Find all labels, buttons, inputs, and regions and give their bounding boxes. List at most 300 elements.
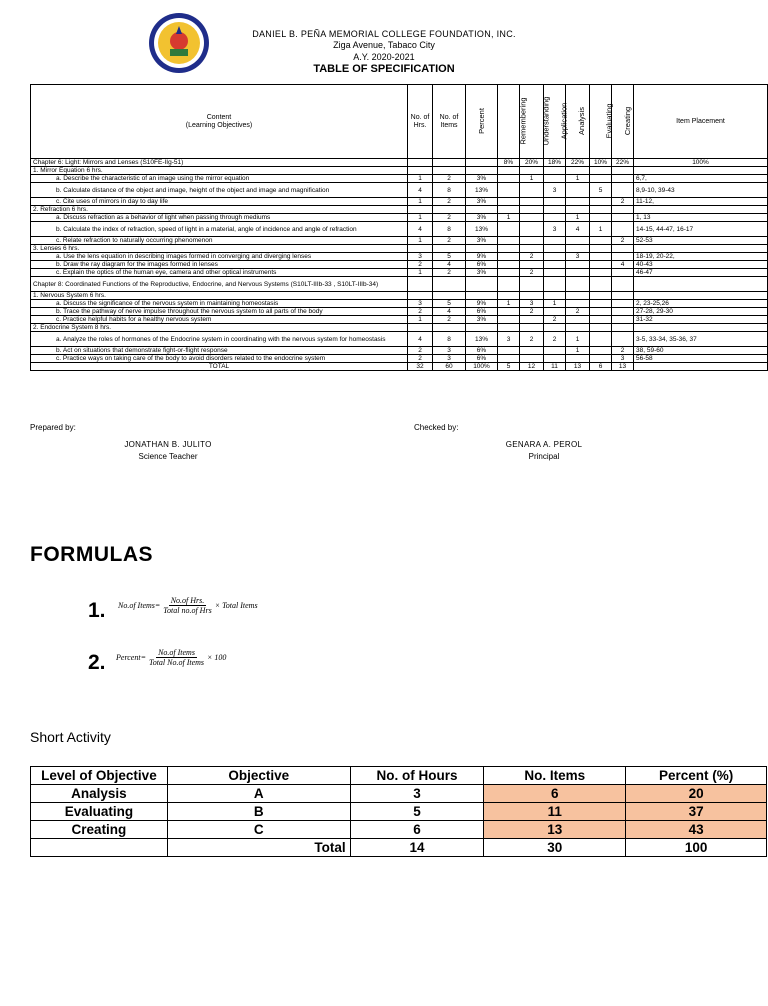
analysis-cell: [566, 324, 590, 332]
analysis-cell: [566, 355, 590, 363]
objective-cell: A: [167, 785, 350, 803]
content-cell: a. Discuss the significance of the nervous system in maintaining homeostasis: [31, 300, 408, 308]
remembering-cell: [498, 183, 520, 198]
application-cell: [544, 167, 566, 175]
table-row: [31, 821, 767, 839]
remembering-cell: [498, 261, 520, 269]
objective-row: [31, 316, 768, 324]
items-cell: 13: [484, 821, 626, 839]
analysis-cell: 22%: [566, 159, 590, 167]
understanding-cell: [520, 222, 544, 237]
percent-cell: 3%: [466, 214, 498, 222]
objective-row: [31, 253, 768, 261]
percent-cell: 6%: [466, 347, 498, 355]
preparer-name: JONATHAN B. JULITO: [124, 440, 212, 449]
objective-row: [31, 175, 768, 183]
school-address: Ziga Avenue, Tabaco City: [333, 40, 435, 50]
application-cell: 1: [544, 300, 566, 308]
items-cell: 2: [433, 214, 466, 222]
items-cell: [433, 159, 466, 167]
total-hours: 14: [350, 839, 484, 857]
short-activity-label: Short Activity: [30, 729, 111, 745]
understanding-cell: [520, 347, 544, 355]
percent-cell: [466, 277, 498, 292]
understanding-cell: [520, 324, 544, 332]
understanding-cell: 20%: [520, 159, 544, 167]
hours-cell: 2: [408, 347, 433, 355]
formula-1-tail: × Total Items: [214, 601, 258, 610]
hours-cell: 3: [350, 785, 484, 803]
formula-2-denominator: Total No.of Items: [148, 658, 205, 667]
remembering-cell: [498, 292, 520, 300]
hours-cell: 1: [408, 316, 433, 324]
analysis-cell: 3: [566, 253, 590, 261]
analysis-cell: 1: [566, 332, 590, 347]
understanding-cell: [520, 316, 544, 324]
analysis-cell: [566, 316, 590, 324]
creating-cell: [612, 292, 634, 300]
objective-row: [31, 214, 768, 222]
content-cell: Chapter 6: Light: Mirrors and Lenses (S10FE-IIg-51): [31, 159, 408, 167]
items-cell: 2: [433, 237, 466, 245]
topic-row: [31, 292, 768, 300]
remembering-cell: 5: [498, 363, 520, 371]
application-cell: [544, 245, 566, 253]
items-cell: 2: [433, 198, 466, 206]
remembering-header: Remembering: [498, 85, 520, 159]
percent-cell: 37: [626, 803, 767, 821]
creating-cell: [612, 308, 634, 316]
empty-cell: [31, 839, 168, 857]
hours-cell: [408, 324, 433, 332]
percent-cell: 3%: [466, 198, 498, 206]
evaluating-cell: [590, 277, 612, 292]
application-cell: [544, 355, 566, 363]
application-header: Application: [544, 85, 566, 159]
items-cell: 3: [433, 347, 466, 355]
items-cell: [433, 245, 466, 253]
percent-cell: 13%: [466, 183, 498, 198]
checked-by-label: Checked by:: [414, 423, 459, 432]
remembering-cell: [498, 245, 520, 253]
percent-cell: 100%: [466, 363, 498, 371]
content-header: Content (Learning Objectives): [31, 85, 408, 159]
total-row: [31, 363, 768, 371]
evaluating-cell: [590, 175, 612, 183]
table-of-specification: [30, 84, 768, 371]
application-cell: 3: [544, 222, 566, 237]
items-header: No. of Items: [433, 85, 466, 159]
evaluating-cell: [590, 308, 612, 316]
topic-row: [31, 324, 768, 332]
content-cell: 2. Endocrine System 8 hrs.: [31, 324, 408, 332]
percent-cell: 6%: [466, 355, 498, 363]
application-cell: [544, 292, 566, 300]
hours-cell: 3: [408, 300, 433, 308]
objective-row: [31, 355, 768, 363]
remembering-cell: 3: [498, 332, 520, 347]
application-cell: 2: [544, 332, 566, 347]
evaluating-header: Evaluating: [590, 85, 612, 159]
percent-cell: [466, 292, 498, 300]
evaluating-cell: [590, 253, 612, 261]
creating-cell: [612, 277, 634, 292]
content-cell: c. Practice helpful habits for a healthy nervous system: [31, 316, 408, 324]
formula-items: [118, 596, 258, 615]
application-cell: [544, 308, 566, 316]
application-cell: [544, 253, 566, 261]
item-placement-header: Item Placement: [634, 85, 768, 159]
evaluating-cell: [590, 214, 612, 222]
items-cell: 8: [433, 183, 466, 198]
placement-cell: 3-5, 33-34, 35-36, 37: [634, 332, 768, 347]
total-label: Total: [167, 839, 350, 857]
hours-cell: [408, 206, 433, 214]
evaluating-cell: [590, 300, 612, 308]
evaluating-cell: [590, 237, 612, 245]
creating-cell: 13: [612, 363, 634, 371]
percent-cell: 6%: [466, 261, 498, 269]
hours-cell: 1: [408, 214, 433, 222]
remembering-cell: [498, 237, 520, 245]
content-cell: b. Calculate distance of the object and image, height of the object and image and magnification: [31, 183, 408, 198]
application-cell: [544, 214, 566, 222]
remembering-cell: 1: [498, 300, 520, 308]
hours-cell: 2: [408, 308, 433, 316]
tos-header-row: [31, 85, 768, 159]
understanding-cell: 2: [520, 308, 544, 316]
analysis-cell: [566, 269, 590, 277]
objective-row: [31, 237, 768, 245]
level-cell: Analysis: [31, 785, 168, 803]
evaluating-cell: 1: [590, 222, 612, 237]
remembering-cell: [498, 167, 520, 175]
analysis-cell: 2: [566, 308, 590, 316]
percent-header: Percent: [466, 85, 498, 159]
hours-cell: [408, 159, 433, 167]
items-cell: 11: [484, 803, 626, 821]
objective-header: Objective: [167, 767, 350, 785]
content-cell: 1. Mirror Equation 6 hrs.: [31, 167, 408, 175]
objective-cell: C: [167, 821, 350, 839]
placement-cell: 52-53: [634, 237, 768, 245]
hours-cell: 1: [408, 175, 433, 183]
analysis-cell: [566, 237, 590, 245]
remembering-cell: 1: [498, 214, 520, 222]
analysis-cell: [566, 277, 590, 292]
creating-cell: 2: [612, 347, 634, 355]
items-cell: 2: [433, 175, 466, 183]
placement-cell: 27-28, 29-30: [634, 308, 768, 316]
formula-percent: [116, 648, 226, 667]
items-cell: 5: [433, 253, 466, 261]
creating-cell: 4: [612, 261, 634, 269]
understanding-cell: [520, 183, 544, 198]
remembering-cell: [498, 324, 520, 332]
remembering-cell: [498, 347, 520, 355]
creating-cell: [612, 332, 634, 347]
understanding-cell: [520, 277, 544, 292]
content-cell: b. Act on situations that demonstrate fight-or-flight response: [31, 347, 408, 355]
evaluating-cell: [590, 332, 612, 347]
application-cell: [544, 175, 566, 183]
understanding-cell: 2: [520, 253, 544, 261]
analysis-cell: [566, 183, 590, 198]
understanding-cell: [520, 292, 544, 300]
application-cell: 11: [544, 363, 566, 371]
hours-cell: [408, 292, 433, 300]
placement-cell: 6,7,: [634, 175, 768, 183]
placement-cell: [634, 206, 768, 214]
content-cell: b. Calculate the index of refraction, speed of light in a material, angle of incidence and angle of refraction: [31, 222, 408, 237]
analysis-header: Analysis: [566, 85, 590, 159]
percent-cell: 43: [626, 821, 767, 839]
placement-cell: [634, 277, 768, 292]
percent-cell: 20: [626, 785, 767, 803]
formula-2-lhs: Percent: [116, 653, 141, 662]
placement-cell: 46-47: [634, 269, 768, 277]
percent-cell: 3%: [466, 175, 498, 183]
table-row: [31, 803, 767, 821]
content-cell: c. Explain the optics of the human eye, camera and other optical instruments: [31, 269, 408, 277]
placement-cell: 40-43: [634, 261, 768, 269]
formula-2-number: 2.: [88, 651, 106, 674]
application-cell: [544, 269, 566, 277]
content-cell: a. Discuss refraction as a behavior of light when passing through mediums: [31, 214, 408, 222]
percent-cell: [466, 167, 498, 175]
percent-cell: 13%: [466, 332, 498, 347]
creating-cell: [612, 324, 634, 332]
hours-cell: 6: [350, 821, 484, 839]
understanding-cell: [520, 355, 544, 363]
creating-cell: [612, 253, 634, 261]
table-row: [31, 785, 767, 803]
understanding-header: Understanding: [520, 85, 544, 159]
preparer-title: Science Teacher: [138, 452, 198, 461]
creating-cell: [612, 175, 634, 183]
items-cell: 2: [433, 269, 466, 277]
percent-cell: [466, 206, 498, 214]
evaluating-cell: [590, 206, 612, 214]
objective-row: [31, 183, 768, 198]
percent-cell: 3%: [466, 269, 498, 277]
analysis-cell: 1: [566, 175, 590, 183]
analysis-cell: [566, 167, 590, 175]
remembering-cell: [498, 198, 520, 206]
percent-cell: [466, 159, 498, 167]
understanding-cell: 2: [520, 269, 544, 277]
content-cell: Chapter 8: Coordinated Functions of the Reproductive, Endocrine, and Nervous Systems (S10LT-IIIb-33 , S10LT-IIIb-34): [31, 277, 408, 292]
creating-cell: 2: [612, 237, 634, 245]
hours-cell: 4: [408, 332, 433, 347]
evaluating-cell: [590, 261, 612, 269]
analysis-cell: 1: [566, 214, 590, 222]
objective-row: [31, 269, 768, 277]
creating-cell: [612, 269, 634, 277]
analysis-cell: 13: [566, 363, 590, 371]
checker-title: Principal: [528, 452, 560, 461]
total-items: 30: [484, 839, 626, 857]
understanding-cell: [520, 237, 544, 245]
remembering-cell: [498, 253, 520, 261]
hours-cell: 1: [408, 237, 433, 245]
total-percent: 100: [626, 839, 767, 857]
percent-cell: [466, 324, 498, 332]
creating-cell: [612, 222, 634, 237]
creating-cell: [612, 206, 634, 214]
items-cell: 5: [433, 300, 466, 308]
hours-cell: 4: [408, 183, 433, 198]
creating-cell: [612, 316, 634, 324]
evaluating-cell: [590, 292, 612, 300]
objective-row: [31, 198, 768, 206]
content-cell: b. Draw the ray diagram for the images formed in lenses: [31, 261, 408, 269]
formulas-heading: FORMULAS: [30, 543, 153, 566]
formula-2-numerator: No.of Items: [158, 648, 195, 657]
percent-cell: 6%: [466, 308, 498, 316]
evaluating-cell: [590, 269, 612, 277]
topic-row: [31, 245, 768, 253]
hours-cell: [408, 245, 433, 253]
academic-year: A.Y. 2020-2021: [353, 52, 415, 62]
objective-row: [31, 308, 768, 316]
items-cell: 3: [433, 355, 466, 363]
hours-cell: 4: [408, 222, 433, 237]
objective-row: [31, 332, 768, 347]
creating-header: Creating: [612, 85, 634, 159]
chapter-row: [31, 277, 768, 292]
chapter-row: [31, 159, 768, 167]
hours-header: No. of Hrs.: [408, 85, 433, 159]
creating-cell: [612, 245, 634, 253]
creating-cell: [612, 183, 634, 198]
evaluating-cell: [590, 245, 612, 253]
application-cell: [544, 261, 566, 269]
remembering-cell: [498, 355, 520, 363]
creating-cell: [612, 300, 634, 308]
content-cell: c. Practice ways on taking care of the body to avoid disorders related to the endocrine system: [31, 355, 408, 363]
hours-cell: [408, 277, 433, 292]
placement-cell: 8,9-10, 39-43: [634, 183, 768, 198]
percent-cell: 3%: [466, 237, 498, 245]
content-cell: 2. Refraction 6 hrs.: [31, 206, 408, 214]
items-cell: [433, 277, 466, 292]
placement-cell: [634, 245, 768, 253]
school-name: DANIEL B. PEÑA MEMORIAL COLLEGE FOUNDATION, INC.: [252, 29, 516, 39]
content-cell: b. Trace the pathway of nerve impulse throughout the nervous system to all parts of the body: [31, 308, 408, 316]
placement-cell: 14-15, 44-47, 16-17: [634, 222, 768, 237]
checker-name: GENARA A. PEROL: [505, 440, 583, 449]
placement-cell: 11-12,: [634, 198, 768, 206]
objective-cell: B: [167, 803, 350, 821]
prepared-by-label: Prepared by:: [30, 423, 76, 432]
analysis-cell: [566, 198, 590, 206]
objective-row: [31, 300, 768, 308]
formula-2-fraction: [147, 648, 206, 667]
short-activity-table: [30, 766, 767, 857]
content-cell: a. Use the lens equation in describing images formed in converging and diverging lenses: [31, 253, 408, 261]
understanding-cell: 2: [520, 332, 544, 347]
content-cell: c. Cite uses of mirrors in day to day life: [31, 198, 408, 206]
evaluating-cell: 5: [590, 183, 612, 198]
content-cell: a. Describe the characteristic of an image using the mirror equation: [31, 175, 408, 183]
level-cell: Evaluating: [31, 803, 168, 821]
understanding-cell: [520, 245, 544, 253]
application-cell: [544, 324, 566, 332]
application-cell: [544, 277, 566, 292]
understanding-cell: [520, 261, 544, 269]
analysis-cell: [566, 292, 590, 300]
content-cell: TOTAL: [31, 363, 408, 371]
understanding-cell: [520, 198, 544, 206]
creating-cell: [612, 167, 634, 175]
percent-cell: [466, 245, 498, 253]
placement-cell: 38, 59-60: [634, 347, 768, 355]
formula-1-equals: =: [154, 601, 161, 610]
content-cell: a. Analyze the roles of hormones of the Endocrine system in coordinating with the nervous system for homeostasis: [31, 332, 408, 347]
items-cell: 4: [433, 261, 466, 269]
creating-cell: 2: [612, 198, 634, 206]
remembering-cell: [498, 308, 520, 316]
formula-1-lhs: No.of Items: [118, 601, 155, 610]
formula-1-number: 1.: [88, 599, 106, 622]
placement-cell: [634, 363, 768, 371]
understanding-cell: [520, 214, 544, 222]
analysis-cell: 1: [566, 347, 590, 355]
placement-cell: [634, 167, 768, 175]
topic-row: [31, 206, 768, 214]
analysis-cell: [566, 261, 590, 269]
creating-cell: 22%: [612, 159, 634, 167]
level-cell: Creating: [31, 821, 168, 839]
formula-2-equals: =: [140, 653, 146, 662]
placement-cell: [634, 292, 768, 300]
hours-cell: 3: [408, 253, 433, 261]
formula-2-tail: × 100: [207, 653, 227, 662]
evaluating-cell: [590, 324, 612, 332]
items-cell: 60: [433, 363, 466, 371]
remembering-cell: 8%: [498, 159, 520, 167]
percent-cell: 3%: [466, 316, 498, 324]
remembering-cell: [498, 269, 520, 277]
total-row: [31, 839, 767, 857]
placement-cell: 18-19, 20-22,: [634, 253, 768, 261]
analysis-cell: 4: [566, 222, 590, 237]
understanding-cell: 1: [520, 175, 544, 183]
analysis-cell: [566, 300, 590, 308]
remembering-cell: [498, 277, 520, 292]
items-cell: [433, 167, 466, 175]
document-title: TABLE OF SPECIFICATION: [313, 63, 455, 75]
formula-1-fraction: [161, 596, 213, 615]
remembering-cell: [498, 175, 520, 183]
evaluating-cell: [590, 167, 612, 175]
items-header: No. Items: [484, 767, 626, 785]
content-cell: 3. Lenses 6 hrs.: [31, 245, 408, 253]
remembering-cell: [498, 206, 520, 214]
creating-cell: 3: [612, 355, 634, 363]
application-cell: [544, 198, 566, 206]
creating-cell: [612, 214, 634, 222]
hours-cell: 5: [350, 803, 484, 821]
percent-cell: 9%: [466, 300, 498, 308]
application-cell: 2: [544, 316, 566, 324]
application-cell: [544, 206, 566, 214]
evaluating-cell: 10%: [590, 159, 612, 167]
items-cell: [433, 292, 466, 300]
hours-cell: 1: [408, 198, 433, 206]
content-cell: c. Relate refraction to naturally occurring phenomenon: [31, 237, 408, 245]
